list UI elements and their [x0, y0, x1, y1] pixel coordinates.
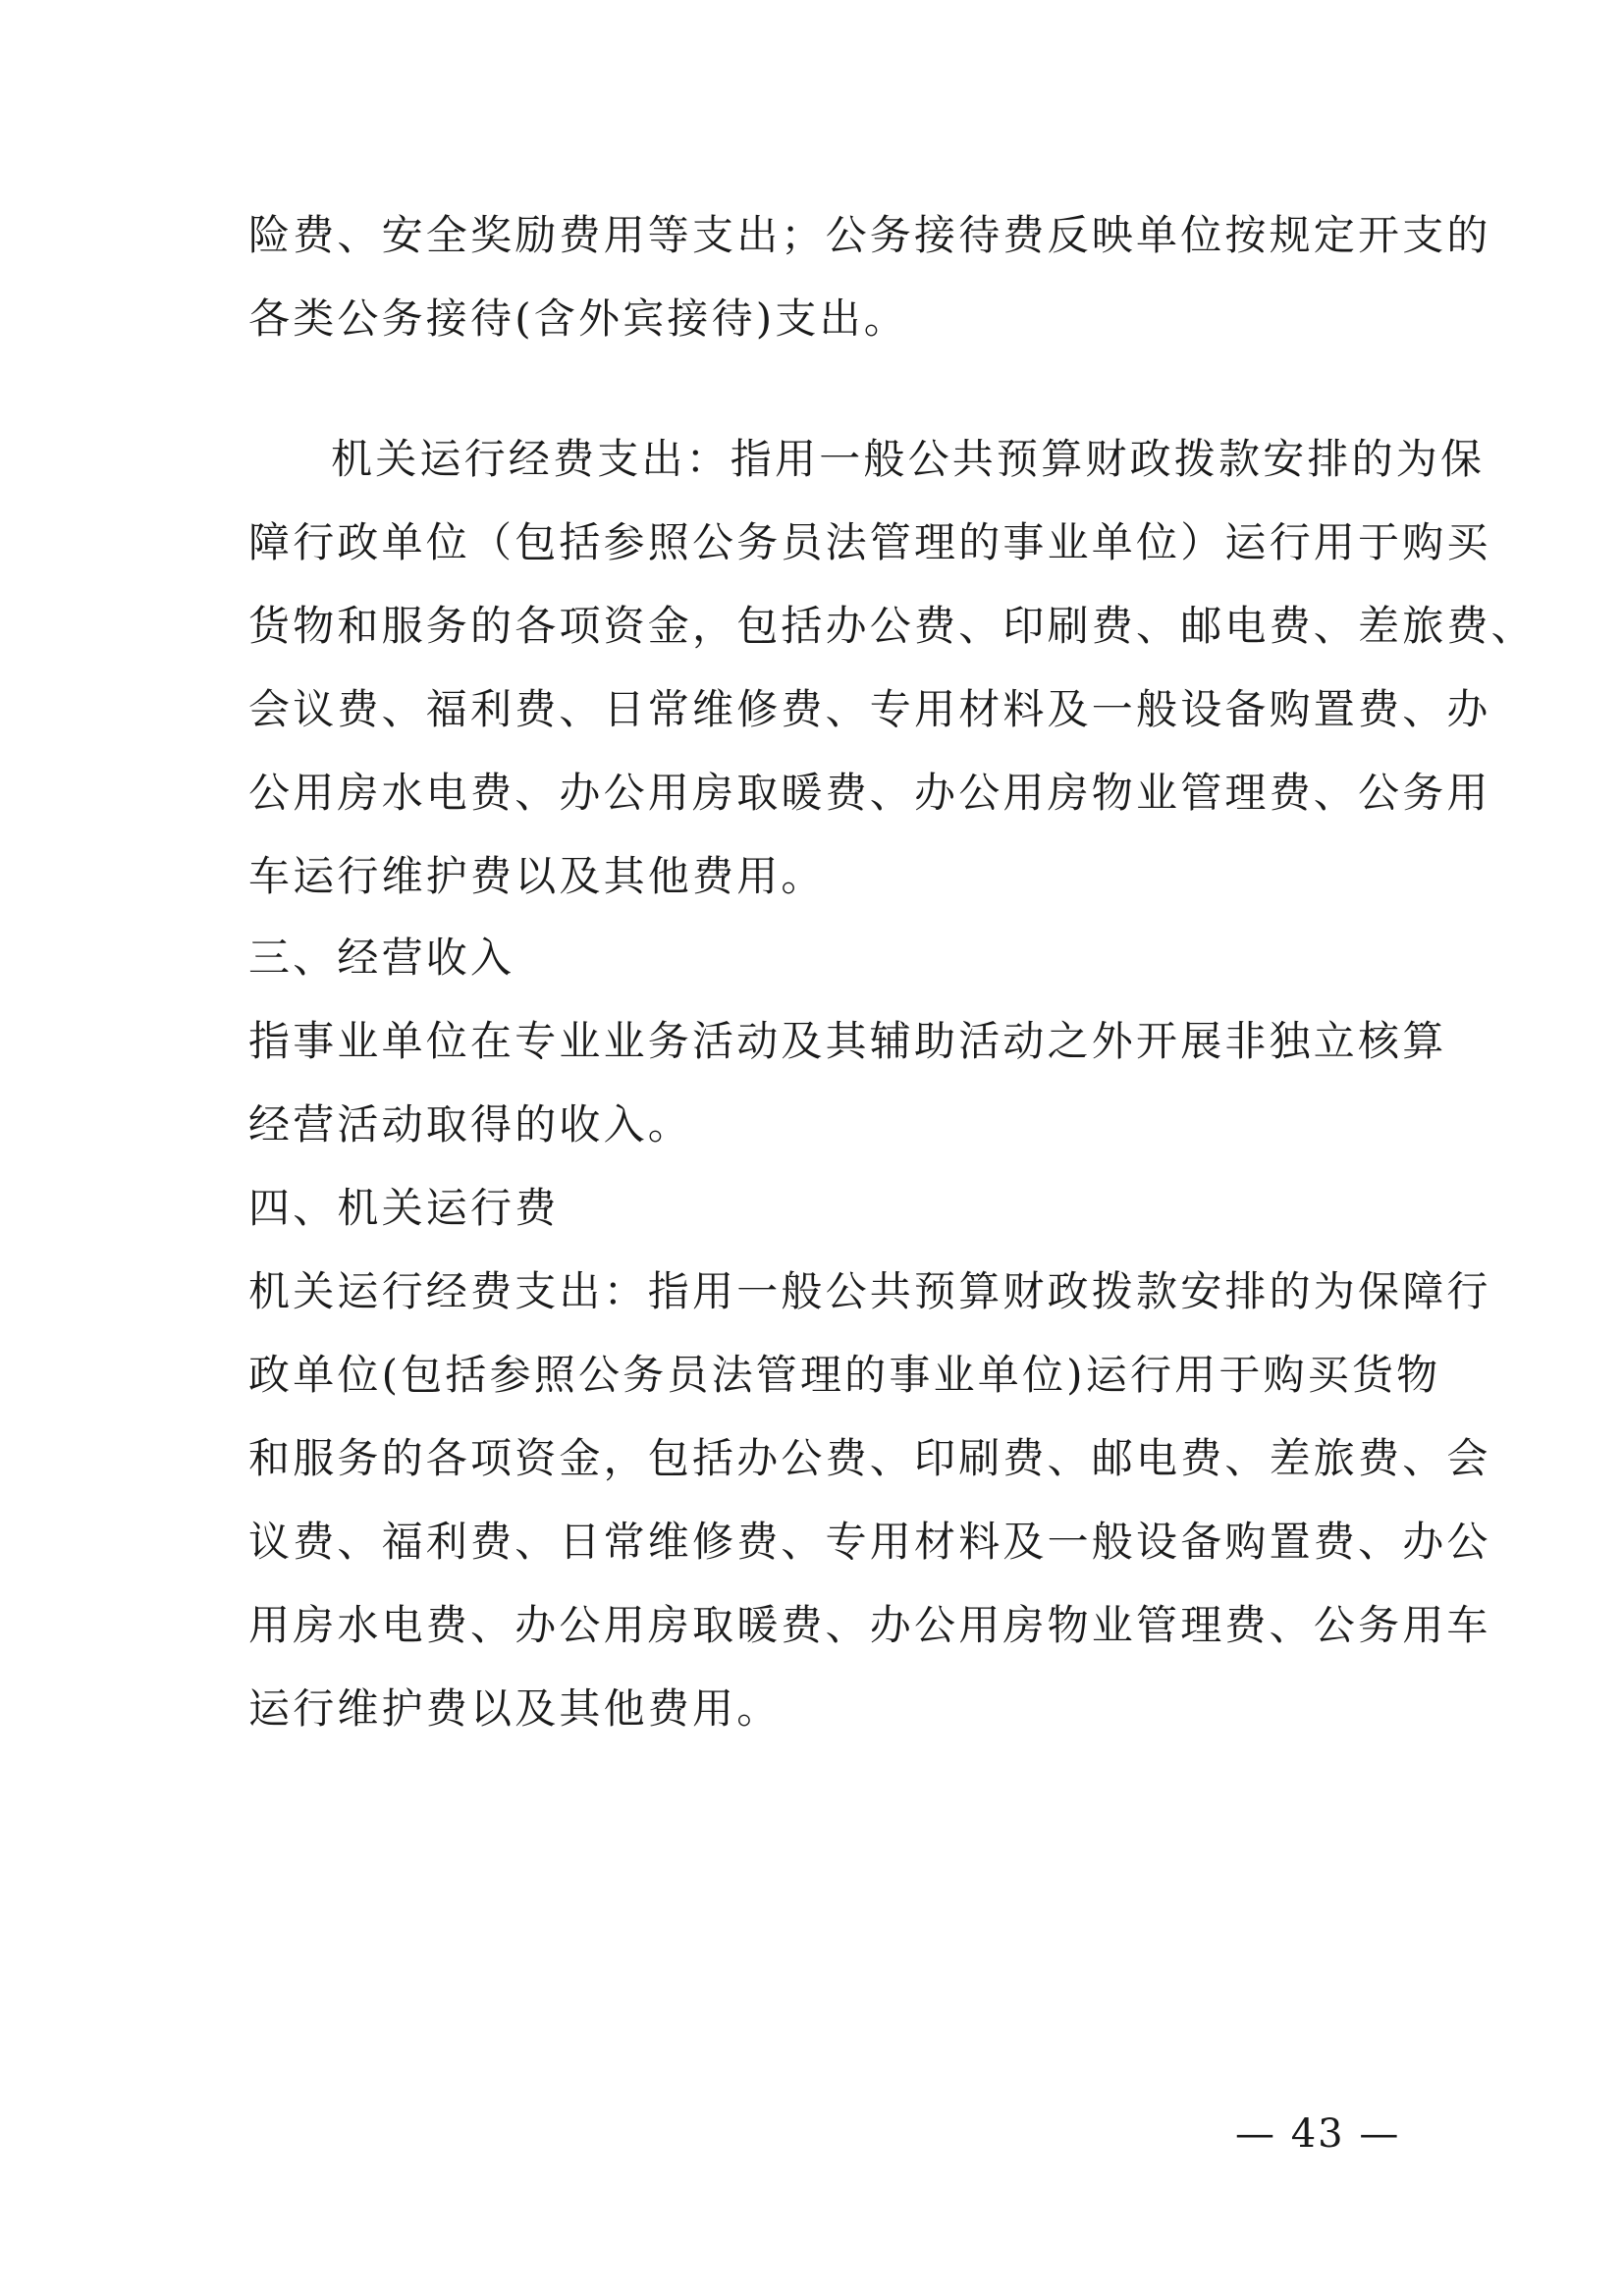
paragraph-line: 货物和服务的各项资金，包括办公费、印刷费、邮电费、差旅费、 [248, 602, 1536, 650]
paragraph-line: 会议费、福利费、日常维修费、专用材料及一般设备购置费、办 [248, 685, 1491, 733]
page-number: — 43 — [1235, 2111, 1401, 2157]
section-heading: 三、经营收入 [248, 934, 515, 982]
paragraph-line: 公用房水电费、办公用房取暖费、办公用房物业管理费、公务用 [248, 769, 1491, 817]
section-heading: 四、机关运行费 [248, 1184, 560, 1232]
paragraph-line: 运行维护费以及其他费用。 [248, 1684, 782, 1733]
paragraph-line: 议费、福利费、日常维修费、专用材料及一般设备购置费、办公 [248, 1518, 1491, 1566]
paragraph-line: 机关运行经费支出：指用一般公共预算财政拨款安排的为保障行 [248, 1267, 1491, 1315]
paragraph-line: 障行政单位（包括参照公务员法管理的事业单位）运行用于购买 [248, 518, 1491, 566]
paragraph-line: 险费、安全奖励费用等支出；公务接待费反映单位按规定开支的 [248, 211, 1491, 259]
paragraph-line: 机关运行经费支出：指用一般公共预算财政拨款安排的为保 [331, 435, 1486, 483]
paragraph-line: 车运行维护费以及其他费用。 [248, 852, 826, 900]
paragraph-line: 各类公务接待(含外宾接待)支出。 [248, 294, 908, 343]
paragraph-line: 经营活动取得的收入。 [248, 1100, 693, 1148]
paragraph-line: 和服务的各项资金，包括办公费、印刷费、邮电费、差旅费、会 [248, 1434, 1491, 1482]
paragraph-line: 用房水电费、办公用房取暖费、办公用房物业管理费、公务用车 [248, 1601, 1491, 1649]
paragraph-line: 政单位(包括参照公务员法管理的事业单位)运行用于购买货物 [248, 1351, 1441, 1399]
paragraph-line: 指事业单位在专业业务活动及其辅助活动之外开展非独立核算 [248, 1017, 1447, 1065]
